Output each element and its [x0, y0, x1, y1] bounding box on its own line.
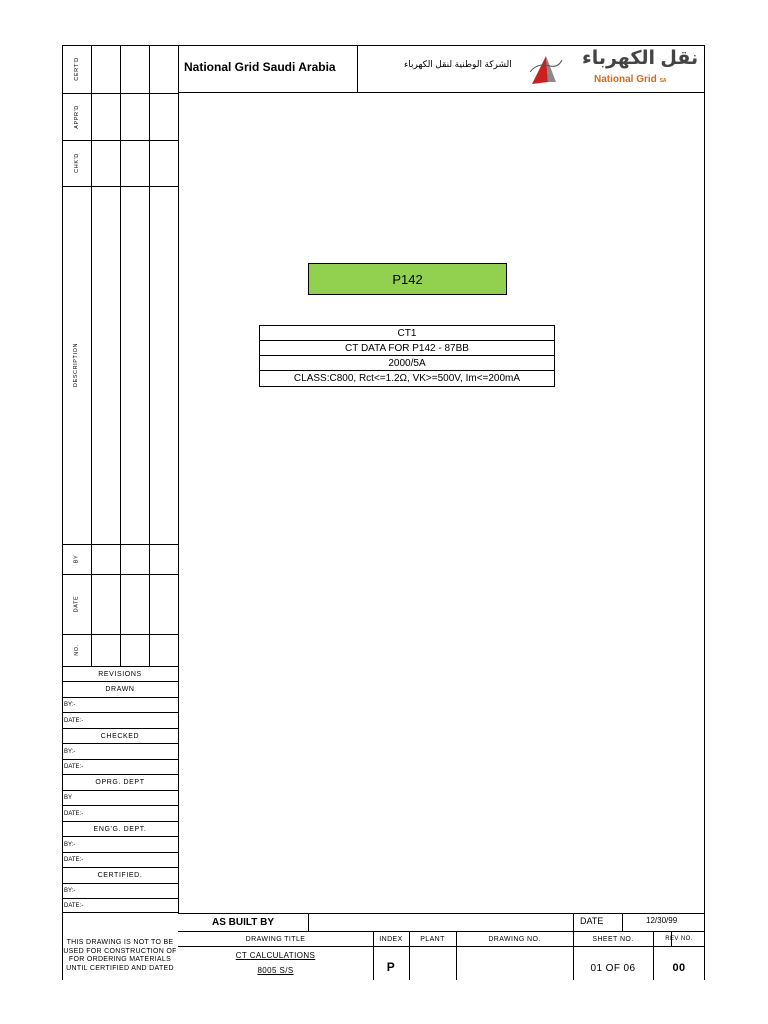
- logo-suffix: SA: [659, 78, 667, 84]
- oprg-date-field[interactable]: DATE:-: [62, 805, 178, 821]
- relay-title-box: P142: [308, 263, 507, 295]
- description-label: DESCRIPTION: [73, 342, 80, 388]
- drawing-title-line-1: CT CALCULATIONS: [235, 950, 316, 960]
- arabic-company-name: الشركة الوطنية لنقل الكهرباء: [404, 59, 512, 69]
- company-name: National Grid Saudi Arabia: [184, 60, 336, 74]
- apprd-cell: [62, 93, 91, 140]
- warning-note: THIS DRAWING IS NOT TO BE USED FOR CONSTRUCTION OF FOR ORDERING MATERIALS UNTIL CERTIFIED AND DATED: [63, 939, 177, 972]
- date-label: DATE: [580, 916, 604, 926]
- drawing-no-label: DRAWING NO.: [488, 935, 541, 943]
- checked-header: CHECKED: [62, 728, 178, 743]
- date-cell: [62, 574, 91, 634]
- plant-label: PLANT: [420, 935, 445, 943]
- checked-date-field[interactable]: DATE:-: [62, 759, 178, 774]
- ct-table-row-class: CLASS:C800, Rct<=1.2Ω, VK>=500V, Im<=200mA: [259, 370, 555, 387]
- chkd-label: CHK'D: [73, 153, 80, 173]
- certified-date-field[interactable]: DATE:-: [62, 898, 178, 913]
- sheet-no-value: 01 OF 06: [590, 962, 636, 974]
- left-grid-line: [149, 45, 150, 666]
- drawn-header: DRAWN: [62, 681, 178, 697]
- title-block-vline: [308, 913, 309, 931]
- revisions-title: REVISIONS: [62, 666, 178, 681]
- national-grid-logo-mark-icon: [528, 52, 564, 86]
- logo-arabic-text: نقل الكهرباء: [582, 48, 699, 69]
- by-cell: [62, 544, 91, 574]
- drawn-by-field[interactable]: BY:-: [62, 697, 178, 712]
- ct-table-row-ct-data: CT DATA FOR P142 - 87BB: [259, 340, 555, 356]
- no-cell: [62, 634, 91, 666]
- chkd-cell: [62, 140, 91, 186]
- certified-header: CERTIFIED.: [62, 867, 178, 883]
- left-grid-line: [120, 45, 121, 666]
- no-label: NO.: [73, 644, 80, 656]
- sheet-no-label: SHEET NO.: [592, 935, 634, 943]
- certified-by-field[interactable]: BY:-: [62, 883, 178, 898]
- certd-label: CERT'D: [73, 57, 80, 81]
- ct-table-row-ct-name: CT1: [259, 325, 555, 341]
- oprg-header: OPRG. DEPT: [62, 774, 178, 790]
- oprg-by-field[interactable]: BY: [62, 790, 178, 805]
- left-column-divider: [178, 45, 179, 913]
- rev-no-label: REV NO.: [665, 936, 693, 942]
- as-built-by-label: AS BUILT BY: [211, 916, 275, 928]
- header-divider: [357, 45, 358, 93]
- title-block-line: [178, 946, 705, 947]
- description-cell: [62, 186, 91, 544]
- certd-cell: [62, 45, 91, 93]
- apprd-label: APPR'D: [73, 104, 80, 129]
- logo-english-text: [594, 74, 667, 85]
- index-label: INDEX: [379, 935, 403, 943]
- drawing-title-label: DRAWING TITLE: [245, 935, 306, 943]
- rev-no-value: 00: [672, 962, 686, 974]
- logo-english-name: National Grid: [594, 74, 657, 85]
- engg-date-field[interactable]: DATE:-: [62, 852, 178, 867]
- drawing-title-line-2: 8005 S/S: [257, 965, 294, 975]
- checked-by-field[interactable]: BY:-: [62, 743, 178, 759]
- date-value: 12/30/99: [646, 916, 678, 925]
- date-label: DATE: [73, 595, 80, 613]
- index-value: P: [386, 960, 396, 974]
- engg-header: ENG'G. DEPT.: [62, 821, 178, 836]
- left-grid-line: [91, 45, 92, 666]
- by-label: BY: [73, 554, 80, 564]
- ct-table-row-ratio: 2000/5A: [259, 355, 555, 371]
- title-block-vline: [622, 913, 623, 931]
- engg-by-field[interactable]: BY:-: [62, 836, 178, 852]
- drawn-date-field[interactable]: DATE:-: [62, 712, 178, 728]
